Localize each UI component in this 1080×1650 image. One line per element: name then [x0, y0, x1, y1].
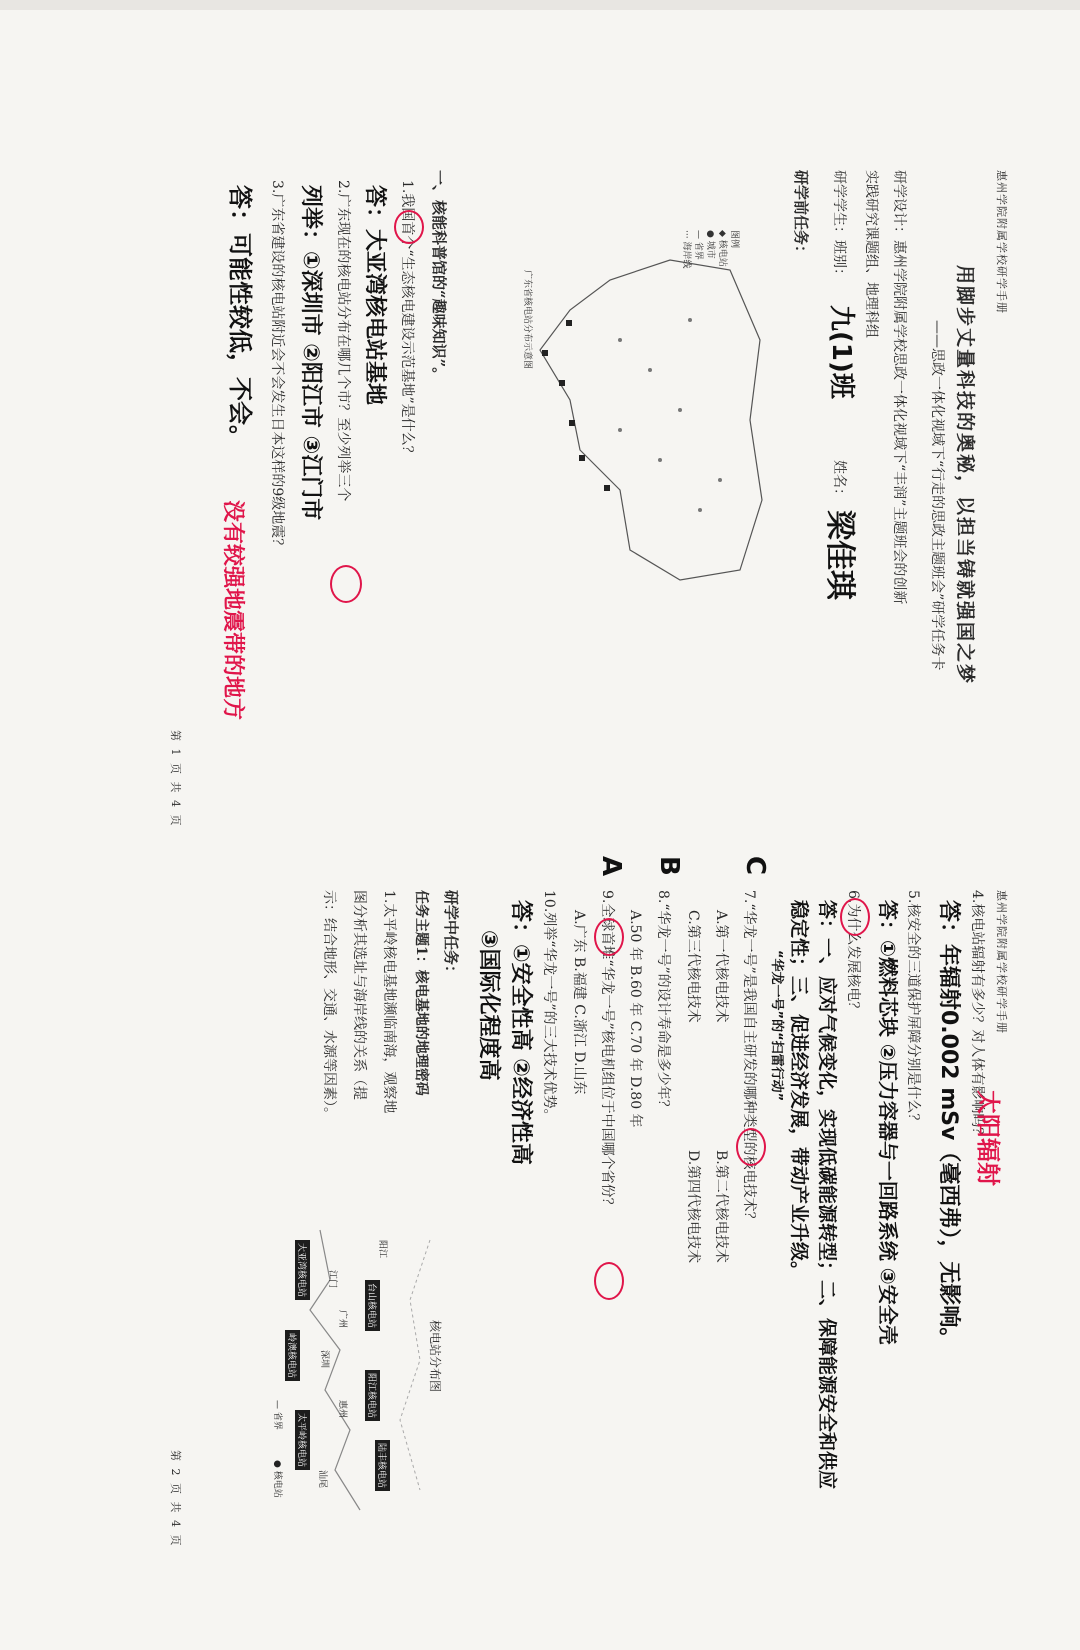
section-heading: 一、核能科普馆的“趣味知识”。: [430, 170, 448, 383]
question-5: 5.核安全的三道保护屏障分别是什么？: [905, 890, 921, 1128]
class-value: 九(1)班: [826, 305, 856, 399]
answer-4: 答：年辐射0.002 mSv（毫西弗），无影响。: [936, 900, 961, 1350]
question-2: 2.广东现在的核电站分布在哪几个市？至少列举三个: [335, 180, 351, 502]
question-4: 4.核电站辐射有多少？对人体有影响吗？: [969, 890, 985, 1142]
question-3: 3.广东省建设的核电站附近会不会发生日本这样的9级地震？: [269, 180, 285, 553]
question-7: 7.“华龙一号”是我国自主研发的哪种类型的核电技术？: [741, 890, 757, 1226]
city-label: 江门: [327, 1270, 337, 1289]
answer-2: 列举：①深圳市 ②阳江市 ③江门市: [298, 185, 323, 521]
station-label: 陆丰核电站: [375, 1440, 390, 1491]
answer-3-note: 没有较强地震带的地方: [220, 500, 245, 721]
answer-4-note: 太阳辐射: [974, 1090, 1002, 1186]
answer-6-line-2: 稳定性；三、促进经济发展，带动产业升级。: [788, 900, 810, 1281]
task-1-question-line-3: 示：结合地形、交通、水源等因素）。: [321, 890, 337, 1121]
station-label: 太平岭核电站: [295, 1410, 310, 1470]
map-legend: 图例 ◆ 核电站 ● 城市 — 省界 ··· 海岸线: [681, 230, 739, 269]
city-label: 汕尾: [317, 1470, 327, 1489]
question-10: 10.列举“华龙一号”的三大技术优势。: [541, 890, 557, 1123]
q9-options: A.广东 B.福建 C.浙江 D.山东: [571, 910, 587, 1095]
design-line-1: 研学设计：惠州学院附属学校思政一体化视域下“丰润”主题班会的创新: [891, 170, 907, 605]
city-markers: [618, 318, 722, 512]
question-6: 6.为什么发展核电？: [845, 890, 861, 1016]
q7-option-b: B.第二代核电技术: [713, 1150, 729, 1263]
q7-option-a: A.第一代核电技术: [713, 910, 729, 1023]
annotation-circle: [594, 1262, 624, 1300]
guangdong-map: [520, 250, 770, 590]
annotation-circle: [594, 918, 624, 956]
page-2: [0, 856, 1010, 1650]
annotation-circle: [394, 210, 424, 244]
map2-legend-border: — 省界: [272, 1400, 282, 1430]
city-label: 惠州: [337, 1400, 347, 1419]
scan-edge: [0, 0, 1080, 10]
q7-answer-mark: C: [740, 856, 770, 876]
question-8: 8.“华龙一号”的设计寿命是多少年？: [655, 890, 671, 1114]
task-1-question-line-2: 图分析其选址与海岸线的关系（提: [351, 890, 367, 1100]
page-title: 用脚步丈量科技的奥秘，以担当铸就强国之梦: [954, 265, 976, 686]
station-map-title: 核电站分布图: [428, 1320, 442, 1393]
page-header: 惠州学院附属学校研学手册: [995, 170, 1008, 314]
annotation-circle: [330, 565, 362, 603]
question-1: 1.我国首个“生态核电建设示范基地”是什么？: [399, 180, 415, 460]
answer-6-line-1: 答：一、应对气候变化，实现低碳能源转型；二、保障能源安全和供应: [816, 900, 838, 1490]
mid-task-heading: 研学中任务：: [442, 890, 460, 981]
page-subtitle: ——思政一体化视域下“行走的思政主题班会”研学任务卡: [929, 320, 945, 671]
station-label: 岭澳核电站: [285, 1330, 300, 1381]
answer-6-line-3: “华龙一号”的“扫雷行动”: [769, 950, 784, 1102]
annotation-circle: [840, 898, 870, 936]
answer-10-cont: ③国际化程度高: [476, 930, 501, 1081]
page-footer: 第 1 页 共 4 页: [169, 730, 182, 828]
answer-5: 答：①燃料芯块 ②压力容器与一回路系统 ③安全壳: [876, 900, 900, 1345]
page-1: [0, 170, 1010, 930]
student-label: 研学学生：班别：: [831, 170, 847, 282]
q7-option-c: C.第三代核电技术: [685, 910, 701, 1023]
name-value: 梁佳琪: [822, 510, 857, 600]
station-markers: [542, 320, 610, 491]
annotation-circle: [736, 1128, 766, 1166]
station-label: 台山核电站: [365, 1280, 380, 1331]
city-label: 阳江: [377, 1240, 387, 1259]
name-label: 姓名：: [831, 460, 847, 502]
map2-legend-station: ● 核电站: [272, 1460, 282, 1498]
station-label: 大亚湾核电站: [295, 1240, 310, 1300]
city-label: 广州: [337, 1310, 347, 1329]
page-header: 惠州学院附属学校研学手册: [995, 890, 1008, 1034]
map-caption: 广东省核电站分布示意图: [522, 270, 532, 370]
design-line-2: 实践研究课题组、地理科组: [863, 170, 879, 338]
city-label: 深圳: [319, 1350, 329, 1369]
q8-answer-mark: B: [654, 856, 684, 876]
answer-3: 答：可能性较低，不会。: [226, 185, 254, 449]
q9-answer-mark: A: [596, 856, 626, 877]
pre-task-heading: 研学前任务：: [792, 170, 810, 261]
answer-10: 答：①安全性高 ②经济性高: [508, 900, 533, 1165]
answer-1: 答：大亚湾核电站基地: [362, 185, 387, 406]
page-footer: 第 2 页 共 4 页: [169, 1450, 182, 1548]
task-1-title: 任务主题1：核电基地的地理密码: [413, 890, 429, 1096]
task-1-question-line-1: 1.太平岭核电基地濒临南海，观察地: [381, 890, 397, 1114]
question-9: 9.全球首堆“华龙一号”核电机组位于中国哪个省份？: [599, 890, 615, 1212]
q7-option-d: D.第四代核电技术: [685, 1150, 701, 1264]
station-map: [270, 1220, 450, 1520]
station-label: 阳江核电站: [365, 1370, 380, 1421]
q8-options: A.50 年 B.60 年 C.70 年 D.80 年: [627, 910, 643, 1128]
